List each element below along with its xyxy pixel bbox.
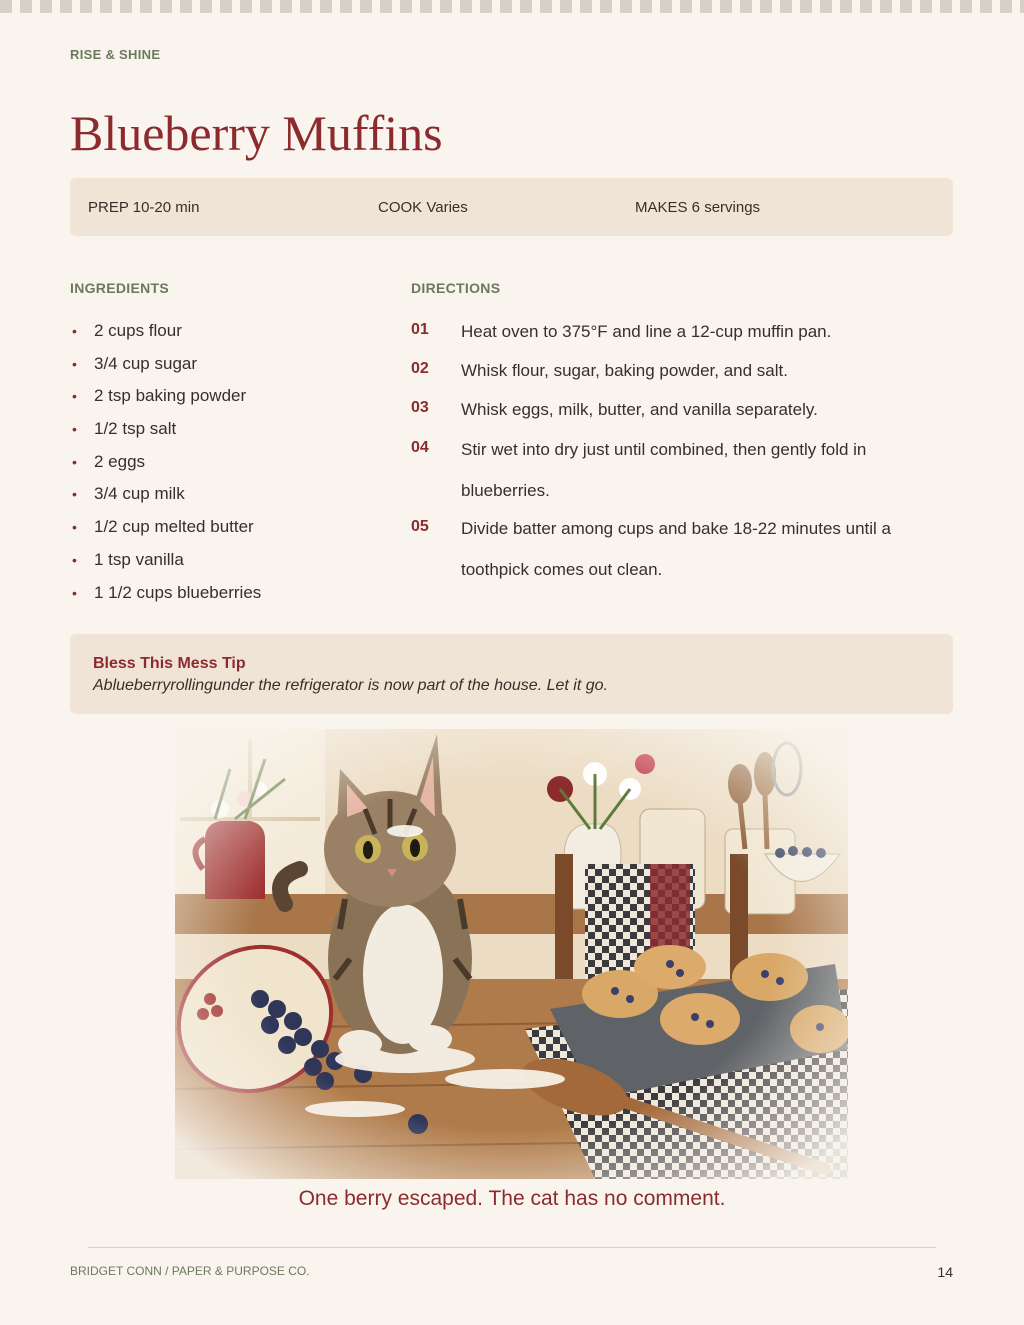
directions-heading: DIRECTIONS	[411, 280, 501, 296]
step-text: Stir wet into dry just until combined, then gently fold in blueberries.	[461, 440, 867, 500]
top-border-strip	[0, 0, 1024, 13]
ingredient-item: • 3/4 cup milk	[70, 478, 390, 511]
tip-text: Ablueberryrollingunder the refrigerator is now part of the house. Let it go.	[93, 677, 608, 694]
prep-time: PREP 10-20 min	[88, 199, 200, 216]
ingredient-item: • 1/2 cup melted butter	[70, 511, 390, 544]
servings: MAKES 6 servings	[635, 199, 761, 216]
step-number: 03	[411, 399, 429, 416]
bullet-icon: •	[72, 421, 77, 438]
ingredient-item: • 2 tsp baking powder	[70, 380, 390, 413]
bullet-icon: •	[72, 584, 77, 601]
image-caption: One berry escaped. The cat has no comment.	[298, 1187, 726, 1210]
step-text: Divide batter among cups and bake 18-22 minutes until a toothpick comes out clean.	[461, 519, 891, 579]
bullet-icon: •	[72, 323, 77, 339]
bullet-icon: •	[72, 486, 77, 503]
step-text: Whisk flour, sugar, baking powder, and salt.	[461, 361, 788, 380]
cat-muffin-kitchen-illustration	[175, 729, 848, 1179]
ingredients-list	[70, 315, 390, 609]
page-number: 14	[937, 1264, 953, 1280]
bullet-icon: •	[72, 453, 77, 470]
step-number: 05	[411, 518, 429, 535]
ingredient-item: • 2 cups flour	[70, 315, 390, 348]
step-number: 04	[411, 439, 429, 456]
ingredient-item: • 3/4 cup sugar	[70, 348, 390, 381]
ingredient-item: • 1 tsp vanilla	[70, 544, 390, 577]
bullet-icon: •	[72, 388, 77, 405]
footer-credit: BRIDGET CONN / PAPER & PURPOSE CO.	[70, 1264, 310, 1278]
step-number: 01	[411, 321, 429, 338]
section-label: RISE & SHINE	[70, 47, 161, 62]
step-text: Whisk eggs, milk, butter, and vanilla separately.	[461, 400, 818, 419]
ingredient-item: • 2 eggs	[70, 446, 390, 479]
bullet-icon: •	[72, 519, 77, 536]
cook-time: COOK Varies	[378, 199, 468, 216]
footer-divider	[88, 1247, 936, 1248]
tip-box	[70, 634, 953, 714]
tip-title: Bless This Mess Tip	[93, 655, 246, 672]
recipe-meta-bar	[70, 178, 953, 236]
ingredient-item: • 1 1/2 cups blueberries	[70, 577, 390, 610]
bullet-icon: •	[72, 551, 77, 568]
recipe-title: Blueberry Muffins	[70, 105, 443, 161]
step-text: Heat oven to 375°F and line a 12-cup muffin pan.	[461, 322, 832, 341]
step-number: 02	[411, 360, 429, 377]
ingredients-heading: INGREDIENTS	[70, 280, 169, 296]
bullet-icon: •	[72, 355, 77, 372]
ingredient-item: • 1/2 tsp salt	[70, 413, 390, 446]
